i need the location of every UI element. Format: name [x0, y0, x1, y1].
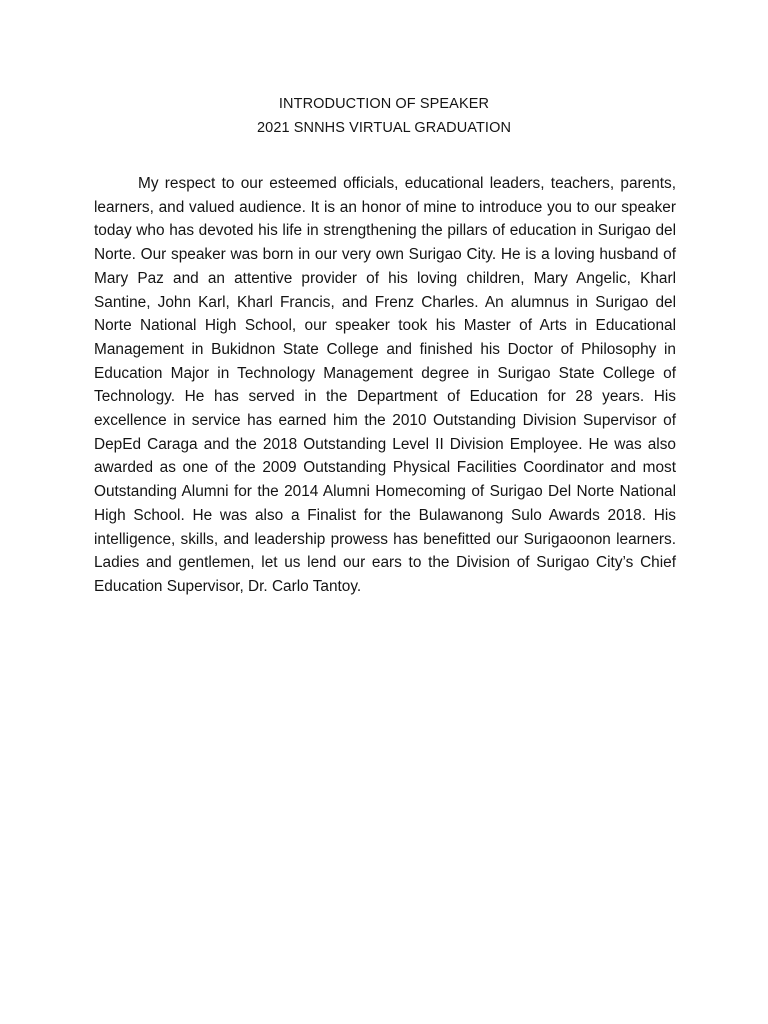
document-title: INTRODUCTION OF SPEAKER: [278, 96, 490, 112]
document-subtitle: 2021 SNNHS VIRTUAL GRADUATION: [256, 120, 512, 136]
speaker-introduction-paragraph: My respect to our esteemed officials, educational leaders, teachers, parents, learners, and valued audience. It is an honor of mine to introduce you to our speaker today who has devoted his life in strengthening the pillars of education in Surigao del Norte. Our speaker was born in our very own Surigao City. He is a loving husband of Mary Paz and an attentive provider of his loving children, Mary Angelic, Kharl Santine, John Karl, Kharl Francis, and Frenz Charles. An alumnus in Surigao del Norte National High School, our speaker took his Master of Arts in Educational Management in Bukidnon State College and finished his Doctor of Philosophy in Education Major in Technology Management degree in Surigao State College of Technology. He has served in the Department of Education for 28 years. His excellence in service has earned him the 2010 Outstanding Division Supervisor of DepEd Caraga and the 2018 Outstanding Level II Division Employee. He was also awarded as one of the 2009 Outstanding Physical Facilities Coordinator and most Outstanding Alumni for the 2014 Alumni Homecoming of Surigao Del Norte National High School. He was also a Finalist for the Bulawanong Sulo Awards 2018. His intelligence, skills, and leadership prowess has benefitted our Surigaoonon learners. Ladies and gentlemen, let us lend our ears to the Division of Surigao City’s Chief Education Supervisor, Dr. Carlo Tantoy.: [94, 175, 676, 595]
